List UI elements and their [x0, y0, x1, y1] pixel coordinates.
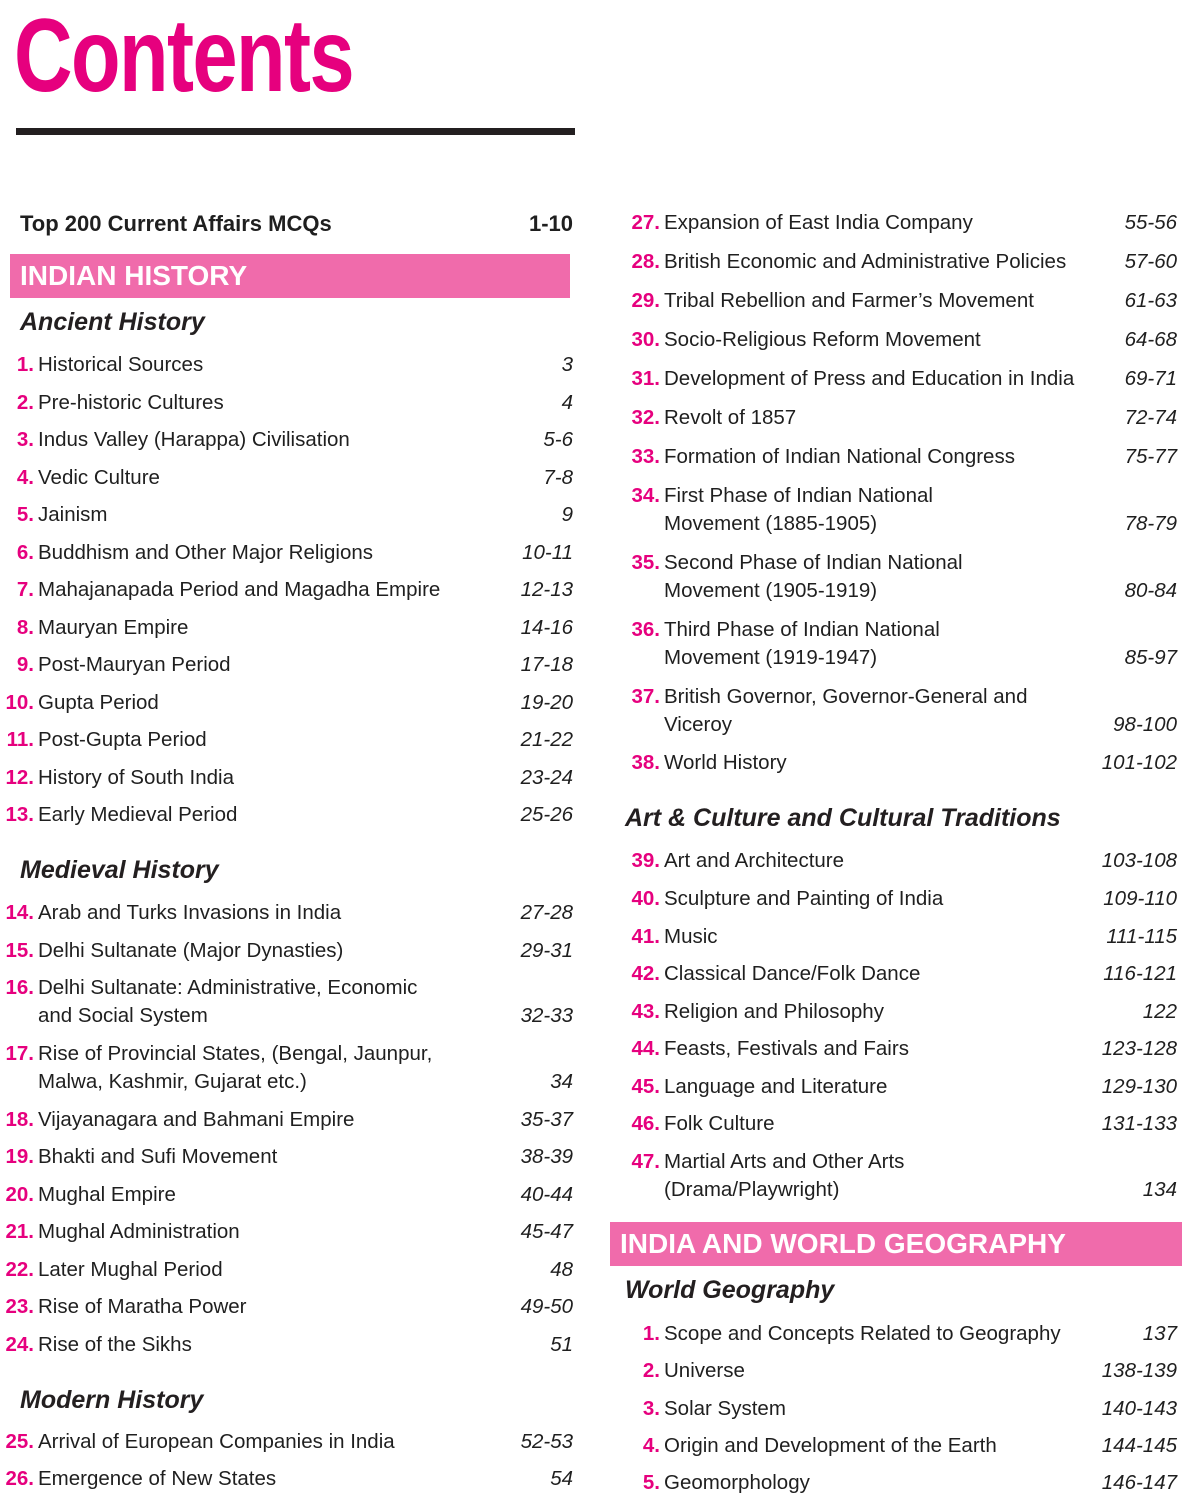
entry-pages: 54 — [550, 1467, 573, 1490]
entry-title: Later Mughal Period — [38, 1258, 223, 1281]
entry-pages: 57-60 — [1124, 250, 1177, 273]
entry-number: 29. — [631, 289, 660, 312]
entry-title: Arab and Turks Invasions in India — [38, 901, 342, 924]
toc-entry[interactable] — [0, 464, 573, 492]
entry-pages: 5-6 — [543, 428, 573, 451]
entry-title: Solar System — [664, 1397, 786, 1420]
entry-pages: 78-79 — [1124, 512, 1177, 535]
toc-entry[interactable] — [612, 443, 1177, 471]
subheading-ancient: Ancient History — [20, 308, 205, 336]
entry-number: 22. — [5, 1258, 34, 1281]
entry-title: Development of Press and Education in India — [664, 367, 1075, 390]
entry-title: Buddhism and Other Major Religions — [38, 541, 373, 564]
toc-entry[interactable] — [0, 426, 573, 454]
entry-number: 23. — [5, 1295, 34, 1318]
entry-title: Third Phase of Indian National Movement (1919-1947) — [664, 618, 940, 669]
entry-title: Delhi Sultanate (Major Dynasties) — [38, 939, 344, 962]
toc-entry[interactable] — [0, 1181, 573, 1209]
section-band-history: INDIAN HISTORY — [10, 254, 570, 298]
entry-number: 15. — [5, 939, 34, 962]
entry-pages: 146-147 — [1101, 1471, 1177, 1494]
entry-title: Vedic Culture — [38, 466, 160, 489]
entry-number: 3. — [16, 428, 34, 451]
toc-entry[interactable] — [0, 937, 573, 965]
toc-entry[interactable] — [0, 576, 573, 604]
entry-pages: 85-97 — [1124, 646, 1177, 669]
toc-entry-current-affairs[interactable] — [20, 206, 573, 242]
toc-entry[interactable] — [612, 1148, 1177, 1204]
entry-pages: 122 — [1142, 1000, 1177, 1023]
entry-pages: 17-18 — [520, 653, 573, 676]
toc-entry[interactable] — [0, 1331, 573, 1359]
entry-pages: 21-22 — [520, 728, 573, 751]
entry-pages: 3 — [561, 353, 573, 376]
entry-title: Classical Dance/Folk Dance — [664, 962, 921, 985]
entry-pages: 140-143 — [1101, 1397, 1177, 1420]
entry-pages: 64-68 — [1124, 328, 1177, 351]
entry-title: Pre-historic Cultures — [38, 391, 224, 414]
entry-title: Post-Mauryan Period — [38, 653, 231, 676]
entry-title: Scope and Concepts Related to Geography — [664, 1322, 1061, 1345]
entry-pages: 52-53 — [520, 1430, 573, 1453]
toc-entry[interactable] — [612, 209, 1177, 237]
toc-entry[interactable] — [0, 764, 573, 792]
entry-title: Music — [664, 925, 718, 948]
toc-entry[interactable] — [612, 1110, 1177, 1138]
entry-pages: 29-31 — [520, 939, 573, 962]
entry-number: 37. — [631, 685, 660, 708]
entry-pages: 72-74 — [1124, 406, 1177, 429]
toc-entry[interactable] — [612, 1469, 1177, 1497]
entry-pages: 1-10 — [528, 211, 573, 236]
toc-entry[interactable] — [0, 1143, 573, 1171]
entry-title: Rise of the Sikhs — [38, 1333, 192, 1356]
entry-number: 13. — [5, 803, 34, 826]
entry-pages: 55-56 — [1124, 211, 1177, 234]
entry-number: 11. — [6, 728, 34, 751]
toc-entry[interactable] — [612, 616, 1177, 672]
entry-number: 36. — [631, 618, 660, 641]
entry-title: Indus Valley (Harappa) Civilisation — [38, 428, 350, 451]
entry-title: Top 200 Current Affairs MCQs — [20, 211, 332, 236]
entry-pages: 14-16 — [520, 616, 573, 639]
subheading-world-geography: World Geography — [625, 1276, 835, 1304]
entry-title: Art and Architecture — [664, 849, 845, 872]
entry-number: 8. — [16, 616, 34, 639]
entry-title: Formation of Indian National Congress — [664, 445, 1015, 468]
entry-number: 14. — [5, 901, 34, 924]
entry-number: 38. — [631, 751, 660, 774]
entry-number: 4. — [16, 466, 34, 489]
entry-pages: 61-63 — [1124, 289, 1177, 312]
entry-number: 16. — [5, 976, 34, 999]
entry-title: Folk Culture — [664, 1112, 775, 1135]
subheading-medieval: Medieval History — [20, 856, 219, 884]
toc-entry[interactable] — [0, 1256, 573, 1284]
entry-title: Geomorphology — [664, 1471, 810, 1494]
entry-number: 2. — [642, 1359, 660, 1382]
entry-number: 45. — [631, 1075, 660, 1098]
title-underline — [16, 128, 575, 135]
entry-pages: 27-28 — [520, 901, 573, 924]
entry-title: British Governor, Governor-General and Viceroy — [664, 685, 1028, 736]
entry-title: World History — [664, 751, 787, 774]
entry-pages: 25-26 — [520, 803, 573, 826]
entry-number: 27. — [631, 211, 660, 234]
toc-entry[interactable] — [612, 960, 1177, 988]
entry-number: 7. — [16, 578, 34, 601]
toc-entry[interactable] — [612, 847, 1177, 875]
entry-pages: 4 — [561, 391, 573, 414]
entry-number: 43. — [631, 1000, 660, 1023]
entry-title: First Phase of Indian National Movement (1885-1905) — [664, 484, 933, 535]
entry-title: Delhi Sultanate: Administrative, Economic and Social System — [38, 976, 418, 1027]
entry-pages: 80-84 — [1124, 579, 1177, 602]
entry-title: Rise of Maratha Power — [38, 1295, 247, 1318]
entry-title: Religion and Philosophy — [664, 1000, 884, 1023]
entry-title: Language and Literature — [664, 1075, 888, 1098]
toc-entry[interactable] — [612, 923, 1177, 951]
entry-pages: 109-110 — [1103, 887, 1177, 910]
entry-pages: 32-33 — [520, 1004, 573, 1027]
entry-number: 1. — [16, 353, 34, 376]
toc-entry[interactable] — [612, 1320, 1177, 1348]
entry-pages: 144-145 — [1101, 1434, 1177, 1457]
toc-entry[interactable] — [0, 1106, 573, 1134]
toc-entry[interactable] — [612, 1073, 1177, 1101]
entry-number: 31. — [631, 367, 660, 390]
entry-pages: 9 — [561, 503, 573, 526]
entry-pages: 69-71 — [1124, 367, 1177, 390]
entry-title: Sculpture and Painting of India — [664, 887, 944, 910]
entry-number: 32. — [631, 406, 660, 429]
entry-pages: 131-133 — [1101, 1112, 1177, 1135]
entry-number: 28. — [631, 250, 660, 273]
entry-number: 39. — [631, 849, 660, 872]
entry-title: Mughal Empire — [38, 1183, 176, 1206]
entry-title: Mughal Administration — [38, 1220, 240, 1243]
entry-number: 41. — [631, 925, 660, 948]
toc-entry[interactable] — [612, 1035, 1177, 1063]
toc-entry[interactable] — [0, 1293, 573, 1321]
entry-number: 40. — [631, 887, 660, 910]
entry-title: Arrival of European Companies in India — [38, 1430, 395, 1453]
entry-pages: 123-128 — [1101, 1037, 1177, 1060]
entry-number: 24. — [5, 1333, 34, 1356]
entry-title: Historical Sources — [38, 353, 204, 376]
entry-title: History of South India — [38, 766, 234, 789]
entry-title: Expansion of East India Company — [664, 211, 973, 234]
entry-title: Bhakti and Sufi Movement — [38, 1145, 278, 1168]
entry-pages: 51 — [550, 1333, 573, 1356]
entry-pages: 45-47 — [520, 1220, 573, 1243]
toc-entry[interactable] — [0, 1428, 573, 1456]
toc-entry[interactable] — [612, 1432, 1177, 1460]
entry-number: 2. — [16, 391, 34, 414]
entry-pages: 40-44 — [520, 1183, 573, 1206]
entry-number: 26. — [5, 1467, 34, 1490]
page-title: Contents — [14, 0, 354, 114]
entry-pages: 19-20 — [520, 691, 573, 714]
toc-entry[interactable] — [612, 998, 1177, 1026]
entry-pages: 137 — [1142, 1322, 1177, 1345]
toc-entry[interactable] — [612, 549, 1177, 605]
entry-number: 30. — [631, 328, 660, 351]
toc-entry[interactable] — [0, 974, 573, 1030]
toc-entry[interactable] — [612, 287, 1177, 315]
entry-pages: 10-11 — [522, 541, 573, 564]
toc-entry[interactable] — [0, 389, 573, 417]
toc-entry[interactable] — [0, 726, 573, 754]
toc-entry[interactable] — [0, 614, 573, 642]
entry-title: Second Phase of Indian National Movement (1905-1919) — [664, 551, 963, 602]
entry-pages: 101-102 — [1101, 751, 1177, 774]
entry-pages: 38-39 — [520, 1145, 573, 1168]
toc-entry[interactable] — [0, 801, 573, 829]
entry-pages: 134 — [1142, 1178, 1177, 1201]
entry-pages: 34 — [550, 1070, 573, 1093]
entry-number: 12. — [5, 766, 34, 789]
entry-pages: 75-77 — [1124, 445, 1177, 468]
toc-entry[interactable] — [612, 1357, 1177, 1385]
entry-number: 5. — [16, 503, 34, 526]
toc-entry[interactable] — [612, 1395, 1177, 1423]
entry-number: 33. — [631, 445, 660, 468]
entry-number: 21. — [5, 1220, 34, 1243]
entry-title: Mahajanapada Period and Magadha Empire — [38, 578, 441, 601]
entry-title: Post-Gupta Period — [38, 728, 207, 751]
entry-number: 47. — [631, 1150, 660, 1173]
entry-pages: 103-108 — [1101, 849, 1177, 872]
toc-entry[interactable] — [0, 501, 573, 529]
entry-number: 6. — [16, 541, 34, 564]
entry-number: 9. — [16, 653, 34, 676]
entry-title: Tribal Rebellion and Farmer’s Movement — [664, 289, 1034, 312]
toc-entry[interactable] — [612, 326, 1177, 354]
entry-title: Universe — [664, 1359, 745, 1382]
toc-entry[interactable] — [0, 1040, 573, 1096]
entry-number: 25. — [5, 1430, 34, 1453]
entry-title: Vijayanagara and Bahmani Empire — [38, 1108, 355, 1131]
entry-title: Mauryan Empire — [38, 616, 189, 639]
entry-pages: 35-37 — [520, 1108, 573, 1131]
entry-title: Feasts, Festivals and Fairs — [664, 1037, 909, 1060]
entry-number: 42. — [631, 962, 660, 985]
entry-pages: 7-8 — [543, 466, 573, 489]
toc-entry[interactable] — [612, 365, 1177, 393]
toc-entry[interactable] — [0, 539, 573, 567]
entry-number: 3. — [642, 1397, 660, 1420]
subheading-art-culture: Art & Culture and Cultural Traditions — [625, 804, 1061, 832]
entry-number: 10. — [5, 691, 34, 714]
toc-entry[interactable] — [612, 482, 1177, 538]
toc-entry[interactable] — [0, 1465, 573, 1493]
entry-pages: 48 — [550, 1258, 573, 1281]
toc-entry[interactable] — [612, 749, 1177, 777]
toc-entry[interactable] — [0, 1218, 573, 1246]
entry-pages: 12-13 — [520, 578, 573, 601]
toc-entry[interactable] — [0, 351, 573, 379]
entry-number: 20. — [5, 1183, 34, 1206]
entry-title: Socio-Religious Reform Movement — [664, 328, 981, 351]
entry-number: 46. — [631, 1112, 660, 1135]
toc-entry[interactable] — [0, 689, 573, 717]
entry-number: 1. — [642, 1322, 660, 1345]
entry-title: Origin and Development of the Earth — [664, 1434, 997, 1457]
entry-pages: 98-100 — [1113, 713, 1177, 736]
toc-entry[interactable] — [612, 404, 1177, 432]
entry-title: Rise of Provincial States, (Bengal, Jaunpur, Malwa, Kashmir, Gujarat etc.) — [38, 1042, 433, 1093]
entry-number: 18. — [5, 1108, 34, 1131]
toc-entry[interactable] — [612, 248, 1177, 276]
entry-title: Early Medieval Period — [38, 803, 238, 826]
toc-entry[interactable] — [612, 885, 1177, 913]
entry-pages: 111-115 — [1106, 925, 1177, 948]
entry-pages: 138-139 — [1101, 1359, 1177, 1382]
entry-title: Emergence of New States — [38, 1467, 277, 1490]
entry-number: 44. — [631, 1037, 660, 1060]
entry-pages: 49-50 — [520, 1295, 573, 1318]
entry-number: 4. — [642, 1434, 660, 1457]
toc-entry[interactable] — [0, 651, 573, 679]
entry-number: 34. — [631, 484, 660, 507]
entry-pages: 116-121 — [1103, 962, 1177, 985]
entry-number: 35. — [631, 551, 660, 574]
toc-entry[interactable] — [612, 683, 1177, 739]
subheading-modern: Modern History — [20, 1386, 204, 1414]
entry-number: 5. — [642, 1471, 660, 1494]
entry-pages: 23-24 — [520, 766, 573, 789]
entry-title: Revolt of 1857 — [664, 406, 797, 429]
section-band-geography: INDIA AND WORLD GEOGRAPHY — [610, 1222, 1182, 1266]
entry-title: British Economic and Administrative Policies — [664, 250, 1067, 273]
entry-number: 19. — [5, 1145, 34, 1168]
entry-title: Jainism — [38, 503, 108, 526]
toc-entry[interactable] — [0, 899, 573, 927]
entry-title: Gupta Period — [38, 691, 159, 714]
entry-number: 17. — [5, 1042, 34, 1065]
entry-title: Martial Arts and Other Arts (Drama/Playwright) — [664, 1150, 905, 1201]
entry-pages: 129-130 — [1101, 1075, 1177, 1098]
